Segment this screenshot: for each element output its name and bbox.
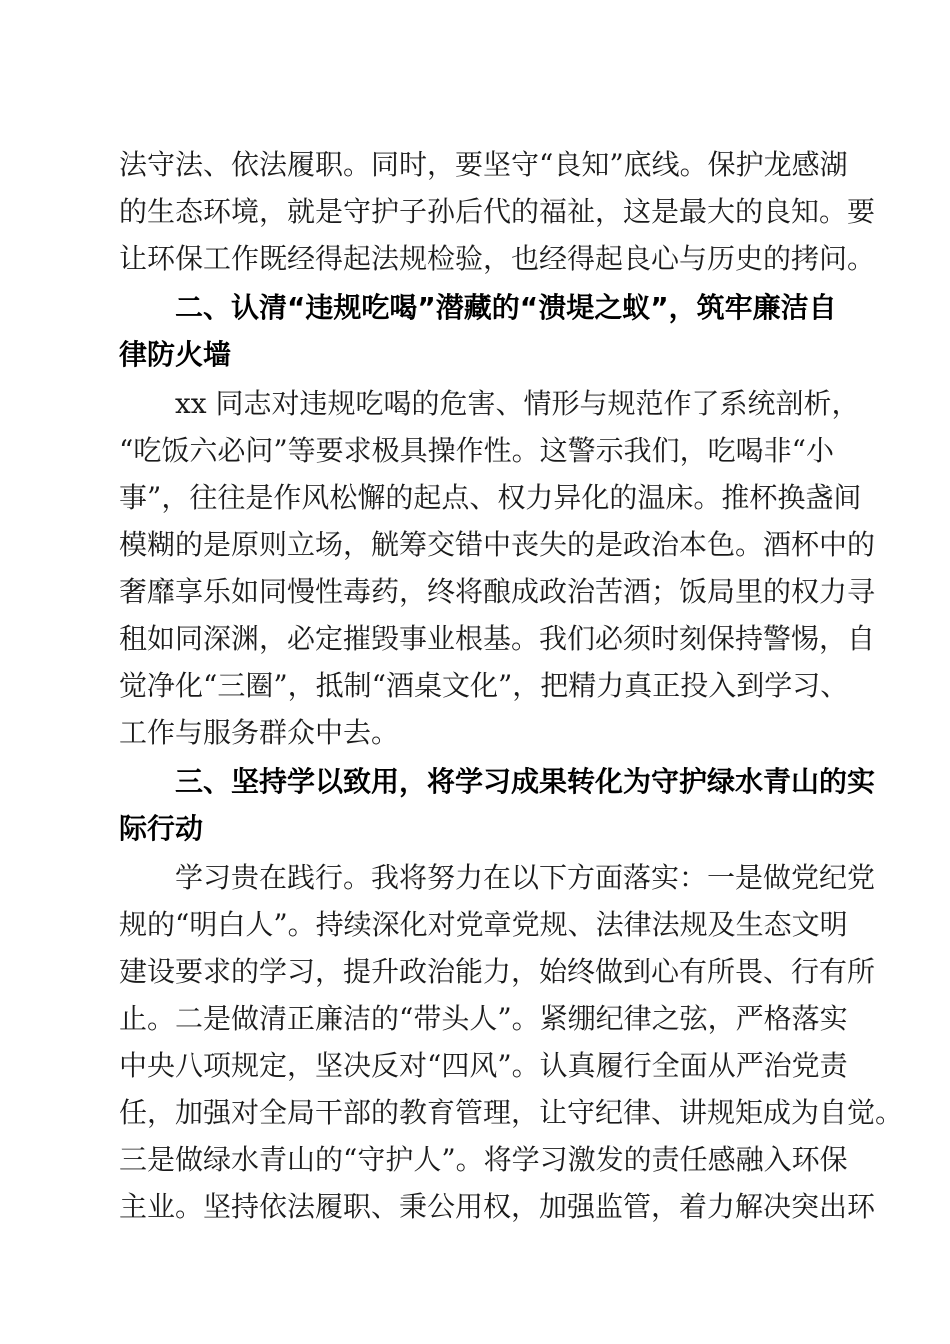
text-line: 模糊的是原则立场，觥筹交错中丧失的是政治本色。酒杯中的 [119, 528, 876, 561]
text-line: 工作与服务群众中去。 [119, 716, 400, 749]
text-line: 规的“明白人”。持续深化对党章党规、法律法规及生态文明 [119, 908, 848, 941]
section-heading-3 [119, 758, 876, 852]
paragraph-1 [119, 141, 876, 282]
heading-line: 际行动 [119, 812, 204, 845]
text-line: “吃饭六必问”等要求极具操作性。这警示我们，吃喝非“小 [119, 434, 834, 467]
text-line: 租如同深渊，必定摧毁事业根基。我们必须时刻保持警惕，自 [119, 622, 876, 655]
paragraph-3 [119, 854, 904, 1230]
text-line: 任，加强对全局干部的教育管理，让守纪律、讲规矩成为自觉。 [119, 1096, 904, 1129]
text-line: 事”，往往是作风松懈的起点、权力异化的温床。推杯换盏间 [119, 481, 862, 514]
text-line: 的生态环境，就是守护子孙后代的福祉，这是最大的良知。要 [119, 195, 876, 228]
text-line: 建设要求的学习，提升政治能力，始终做到心有所畏、行有所 [119, 955, 876, 988]
text-line: 三是做绿水青山的“守护人”。将学习激发的责任感融入环保 [119, 1143, 848, 1176]
heading-line: 二、认清“违规吃喝”潜藏的“溃堤之蚁”，筑牢廉洁自 [175, 291, 837, 324]
text-line: 觉净化“三圈”，抵制“酒桌文化”，把精力真正投入到学习、 [119, 669, 849, 702]
text-line: 主业。坚持依法履职、秉公用权，加强监管，着力解决突出环 [119, 1190, 876, 1223]
text-line: 让环保工作既经得起法规检验，也经得起良心与历史的拷问。 [119, 242, 876, 275]
text-line: 奢靡享乐如同慢性毒药，终将酿成政治苦酒；饭局里的权力寻 [119, 575, 876, 608]
heading-line: 律防火墙 [119, 338, 232, 371]
text-line: 学习贵在践行。我将努力在以下方面落实：一是做党纪党 [175, 861, 876, 894]
text-line: 中央八项规定，坚决反对“四风”。认真履行全面从严治党责 [119, 1049, 848, 1082]
heading-line: 三、坚持学以致用，将学习成果转化为守护绿水青山的实 [175, 765, 876, 798]
document-body [119, 141, 904, 1230]
paragraph-2 [119, 380, 876, 756]
text-line: 法守法、依法履职。同时，要坚守“良知”底线。保护龙感湖 [119, 148, 848, 181]
text-line: xx 同志对违规吃喝的危害、情形与规范作了系统剖析， [175, 387, 860, 420]
text-line: 止。二是做清正廉洁的“带头人”。紧绷纪律之弦，严格落实 [119, 1002, 848, 1035]
section-heading-2 [119, 284, 837, 378]
